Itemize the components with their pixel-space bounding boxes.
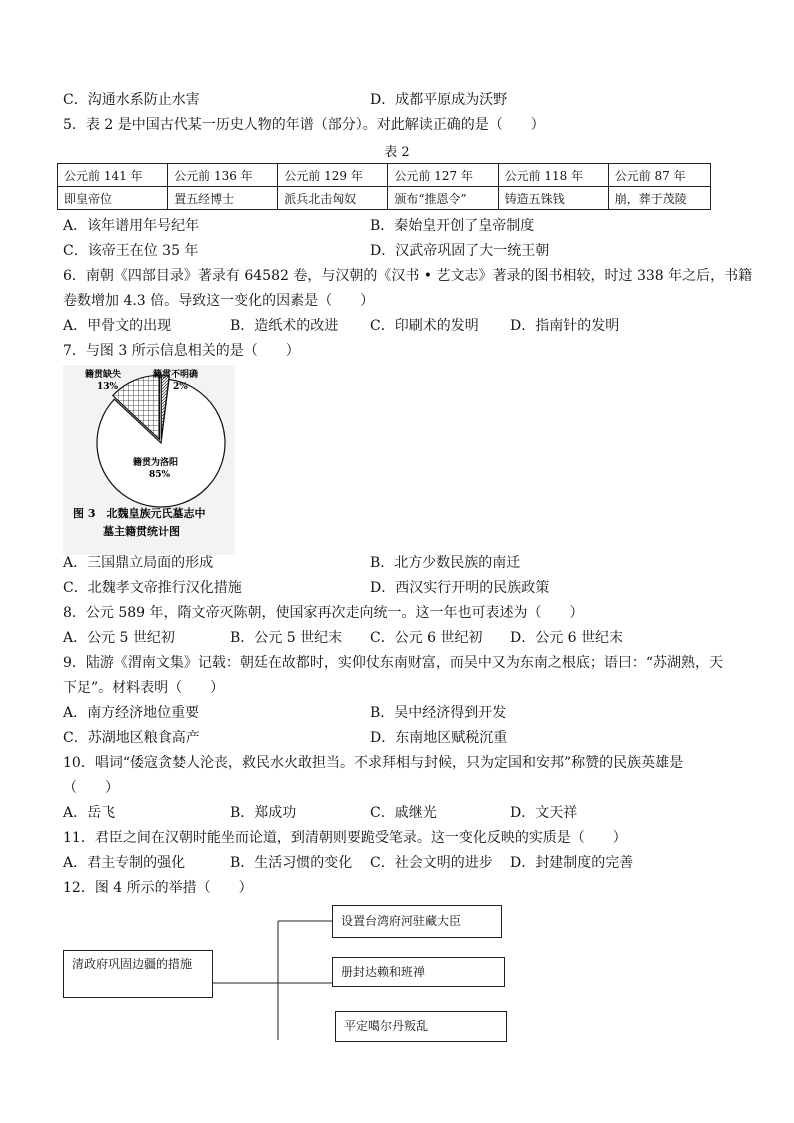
table-cell: 铸造五铢钱 (498, 187, 608, 210)
table-cell: 公元前 127 年 (388, 164, 498, 187)
q8-option-d: D．公元 6 世纪末 (510, 630, 624, 646)
q4-option-c: C．沟通水系防止水害 (63, 92, 200, 108)
diagram-branch-box (332, 957, 505, 987)
q9-option-c: C．苏湖地区粮食高产 (63, 730, 200, 746)
q6-stem-line2: 卷数增加 4.3 倍。导致这一变化的因素是（ ） (63, 293, 375, 309)
q10-option-a: A．岳飞 (63, 805, 116, 821)
q10-option-d: D．文天祥 (510, 805, 578, 821)
q9-stem-line1: 9．陆游《渭南文集》记载：朝廷在故都时，实仰仗东南财富，而吴中又为东南之根底；语曰：“苏湖熟，天 (63, 655, 724, 671)
table-cell: 置五经博士 (168, 187, 278, 210)
table-cell: 崩，葬于茂陵 (608, 187, 710, 210)
q10-option-b: B．郑成功 (230, 805, 297, 821)
branch-label: 册封达赖和班禅 (341, 965, 426, 979)
slice-value-unclear: 2% (173, 382, 188, 392)
main-box-label: 清政府巩固边疆的措施 (72, 957, 193, 971)
q8-option-a: A．公元 5 世纪初 (63, 630, 175, 646)
q12-stem: 12．图 4 所示的举措（ ） (63, 880, 253, 896)
slice-label-luoyang: 籍贯为洛阳 (133, 458, 179, 468)
q9-option-b: B．吴中经济得到开发 (370, 705, 507, 721)
pie-chart-figure (63, 365, 235, 555)
q6-option-a: A．甲骨文的出现 (63, 318, 172, 334)
branch-label: 平定噶尔丹叛乱 (344, 1019, 429, 1033)
branch-label: 设置台湾府河驻藏大臣 (341, 914, 462, 928)
slice-label-missing: 籍贯缺失 (85, 370, 122, 380)
q11-option-a: A．君主专制的强化 (63, 855, 186, 871)
chart-title-line1: 图 3 北魏皇族元氏墓志中 (73, 507, 206, 520)
q7-option-b: B．北方少数民族的南迁 (370, 555, 521, 571)
q10-stem-line1: 10．唱词“倭寇贪婪人沦丧，救民水火敢担当。不求拜相与封候，只为定国和安邦”称赞的民族英雄是 (63, 755, 684, 771)
q9-option-a: A．南方经济地位重要 (63, 705, 200, 721)
q11-option-b: B．生活习惯的变化 (230, 855, 353, 871)
q10-option-c: C．戚继光 (370, 805, 437, 821)
diagram-branch-box (332, 905, 502, 938)
q5-option-d: D．汉武帝巩固了大一统王朝 (370, 243, 550, 259)
q5-option-a: A．该年谱用年号纪年 (63, 218, 200, 234)
slice-label-unclear: 籍贯不明确 (153, 370, 199, 380)
table-cell: 颁布“推恩令” (388, 187, 498, 210)
q9-stem-line2: 下足”。材料表明（ ） (63, 680, 225, 696)
q6-option-b: B．造纸术的改进 (230, 318, 339, 334)
q5-stem: 5．表 2 是中国古代某一历史人物的年谱（部分）。对此解读正确的是（ ） (63, 117, 545, 133)
table-cell: 派兵北击匈奴 (278, 187, 388, 210)
q6-option-c: C．印刷术的发明 (370, 318, 479, 334)
q5-option-c: C．该帝王在位 35 年 (63, 243, 199, 259)
pie-chart (63, 365, 235, 555)
slice-value-luoyang: 85% (149, 470, 171, 480)
q7-option-d: D．西汉实行开明的民族政策 (370, 580, 550, 596)
q7-option-a: A．三国鼎立局面的形成 (63, 555, 214, 571)
table-cell: 公元前 129 年 (278, 164, 388, 187)
q5-option-b: B．秦始皇开创了皇帝制度 (370, 218, 535, 234)
table-cell: 公元前 136 年 (168, 164, 278, 187)
table-cell: 即皇帝位 (58, 187, 168, 210)
q6-option-d: D．指南针的发明 (510, 318, 620, 334)
table-cell: 公元前 87 年 (608, 164, 710, 187)
table-caption: 表 2 (384, 145, 410, 160)
q6-stem-line1: 6．南朝《四部目录》著录有 64582 卷，与汉朝的《汉书 • 艺文志》著录的图书相较，时过 338 年之后，书籍 (63, 268, 753, 284)
q8-option-c: C．公元 6 世纪初 (370, 630, 483, 646)
q11-option-c: C．社会文明的进步 (370, 855, 493, 871)
diagram-branch-box (335, 1011, 507, 1042)
q8-option-b: B．公元 5 世纪末 (230, 630, 343, 646)
chart-title-line2: 墓主籍贯统计图 (103, 525, 180, 538)
q4-option-d: D．成都平原成为沃野 (370, 92, 508, 108)
slice-value-missing: 13% (97, 382, 119, 392)
q7-stem: 7．与图 3 所示信息相关的是（ ） (63, 343, 300, 359)
q9-option-d: D．东南地区赋税沉重 (370, 730, 508, 746)
table-cell: 公元前 118 年 (498, 164, 608, 187)
q11-option-d: D．封建制度的完善 (510, 855, 634, 871)
table-cell: 公元前 141 年 (58, 164, 168, 187)
q10-stem-line2: （ ） (63, 780, 119, 796)
q7-option-c: C．北魏孝文帝推行汉化措施 (63, 580, 242, 596)
diagram-main-box (63, 950, 213, 998)
table-row (58, 187, 711, 210)
table-row (58, 164, 711, 187)
q11-stem: 11．君臣之间在汉朝时能坐而论道，到清朝则要跪受笔录。这一变化反映的实质是（ ） (63, 830, 627, 846)
chronology-table (57, 163, 711, 210)
q8-stem: 8．公元 589 年，隋文帝灭陈朝，使国家再次走向统一。这一年也可表述为（ ） (63, 605, 584, 621)
